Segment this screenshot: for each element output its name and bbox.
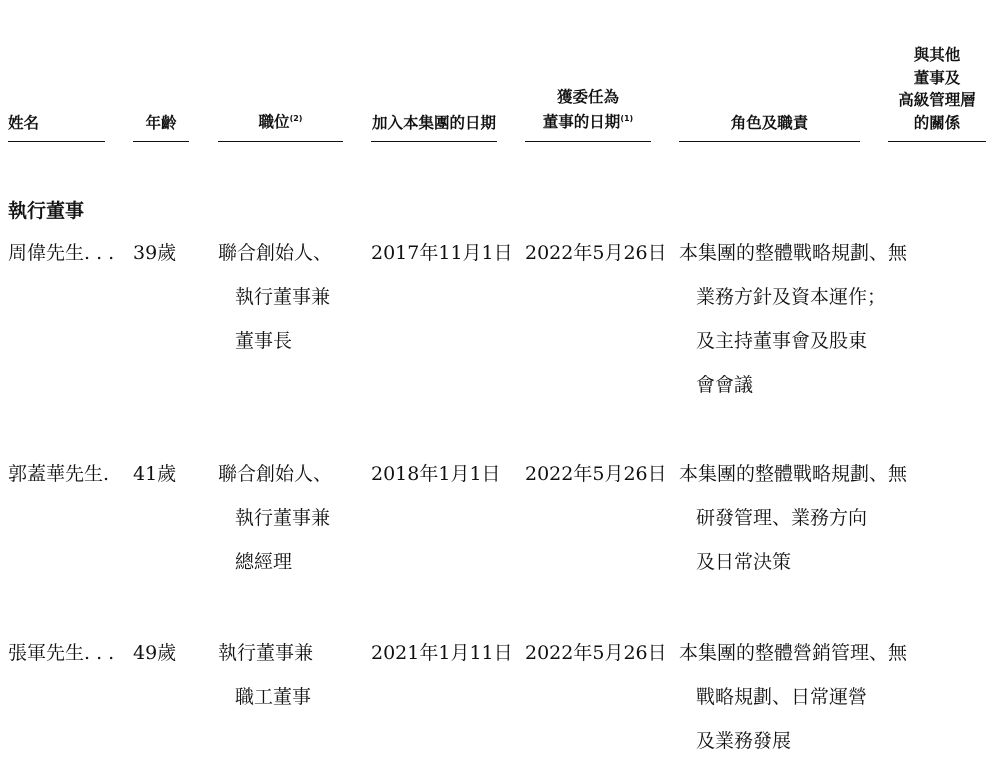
- row-appoint-date: 2022年5月26日: [525, 642, 667, 664]
- header-rule-relationship: [888, 141, 986, 142]
- header-relationship-cell: [888, 0, 986, 134]
- header-position-label: 職位: [258, 113, 290, 132]
- header-relationship-line-1: 與其他: [913, 46, 961, 64]
- row-roles: [679, 452, 888, 584]
- position-line: 總經理: [235, 551, 293, 573]
- row-age: 39歲: [133, 242, 177, 264]
- header-rule-roles: [679, 141, 860, 142]
- roles-line: 會會議: [696, 374, 754, 396]
- header-rule-name: [8, 141, 105, 142]
- header-position: [218, 108, 343, 134]
- header-name: 姓名: [8, 113, 40, 132]
- header-position-cell: [218, 0, 343, 134]
- section-title: 執行董事: [8, 200, 85, 222]
- header-rule-age: [133, 141, 189, 142]
- header-appoint-date-cell: [525, 0, 651, 134]
- roles-line: 戰略規劃、日常運營: [696, 686, 868, 708]
- header-relationship: [888, 44, 986, 134]
- roles-line: 本集團的整體戰略規劃、: [679, 242, 889, 264]
- roles-line: 本集團的整體營銷管理、: [679, 642, 889, 664]
- header-appoint-date: [525, 86, 651, 134]
- row-join-date: 2018年1月1日: [371, 463, 501, 485]
- position-line: 執行董事兼: [218, 642, 314, 664]
- header-rule-appoint-date: [525, 141, 651, 142]
- row-relationship: 無: [888, 242, 908, 264]
- roles-line: 及日常決策: [696, 551, 792, 573]
- roles-line: 及主持董事會及股東: [696, 330, 868, 352]
- row-position: [218, 231, 332, 363]
- position-line: 聯合創始人、: [218, 242, 333, 264]
- header-roles: 角色及職責: [730, 113, 809, 132]
- row-position: [218, 452, 332, 584]
- header-join-date-cell: [371, 0, 497, 134]
- header-rule-join-date: [371, 141, 497, 142]
- row-age: 49歲: [133, 642, 177, 664]
- row-position: [218, 631, 313, 719]
- roles-line: 研發管理、業務方向: [696, 507, 868, 529]
- position-line: 董事長: [235, 330, 293, 352]
- row-name: 周偉先生. . .: [8, 242, 115, 264]
- roles-line: 本集團的整體戰略規劃、: [679, 463, 889, 485]
- position-line: 執行董事兼: [235, 507, 331, 529]
- row-name: 張軍先生. . .: [8, 642, 115, 664]
- header-age: 年齡: [145, 113, 177, 132]
- footnote-1-marker: (1): [620, 114, 634, 124]
- row-join-date: 2017年11月1日: [371, 242, 513, 264]
- roles-line: 業務方針及資本運作；: [696, 286, 887, 308]
- row-appoint-date: 2022年5月26日: [525, 242, 667, 264]
- row-relationship: 無: [888, 642, 908, 664]
- header-name-cell: [8, 0, 105, 134]
- row-appoint-date: 2022年5月26日: [525, 463, 667, 485]
- header-rule-position: [218, 141, 343, 142]
- position-line: 執行董事兼: [235, 286, 331, 308]
- header-age-cell: [133, 0, 189, 134]
- row-roles: [679, 231, 888, 407]
- header-roles-cell: [679, 0, 860, 134]
- header-relationship-line-4: 的關係: [913, 113, 961, 132]
- header-relationship-line-3: 高級管理層: [898, 91, 976, 109]
- row-age: 41歲: [133, 463, 177, 485]
- header-appoint-date-line-1: 獲委任為: [556, 87, 619, 106]
- roles-line: 及業務發展: [696, 730, 792, 752]
- row-relationship: 無: [888, 463, 908, 485]
- header-relationship-line-2: 董事及: [913, 68, 961, 87]
- position-line: 職工董事: [235, 686, 312, 708]
- header-appoint-date-line-2: 董事的日期: [542, 113, 621, 132]
- header-join-date: 加入本集團的日期: [371, 113, 496, 132]
- footnote-2-marker: (2): [289, 114, 303, 124]
- row-join-date: 2021年1月11日: [371, 642, 513, 664]
- row-roles: [679, 631, 888, 763]
- row-name: 郭蓋華先生.: [8, 463, 110, 485]
- position-line: 聯合創始人、: [218, 463, 333, 485]
